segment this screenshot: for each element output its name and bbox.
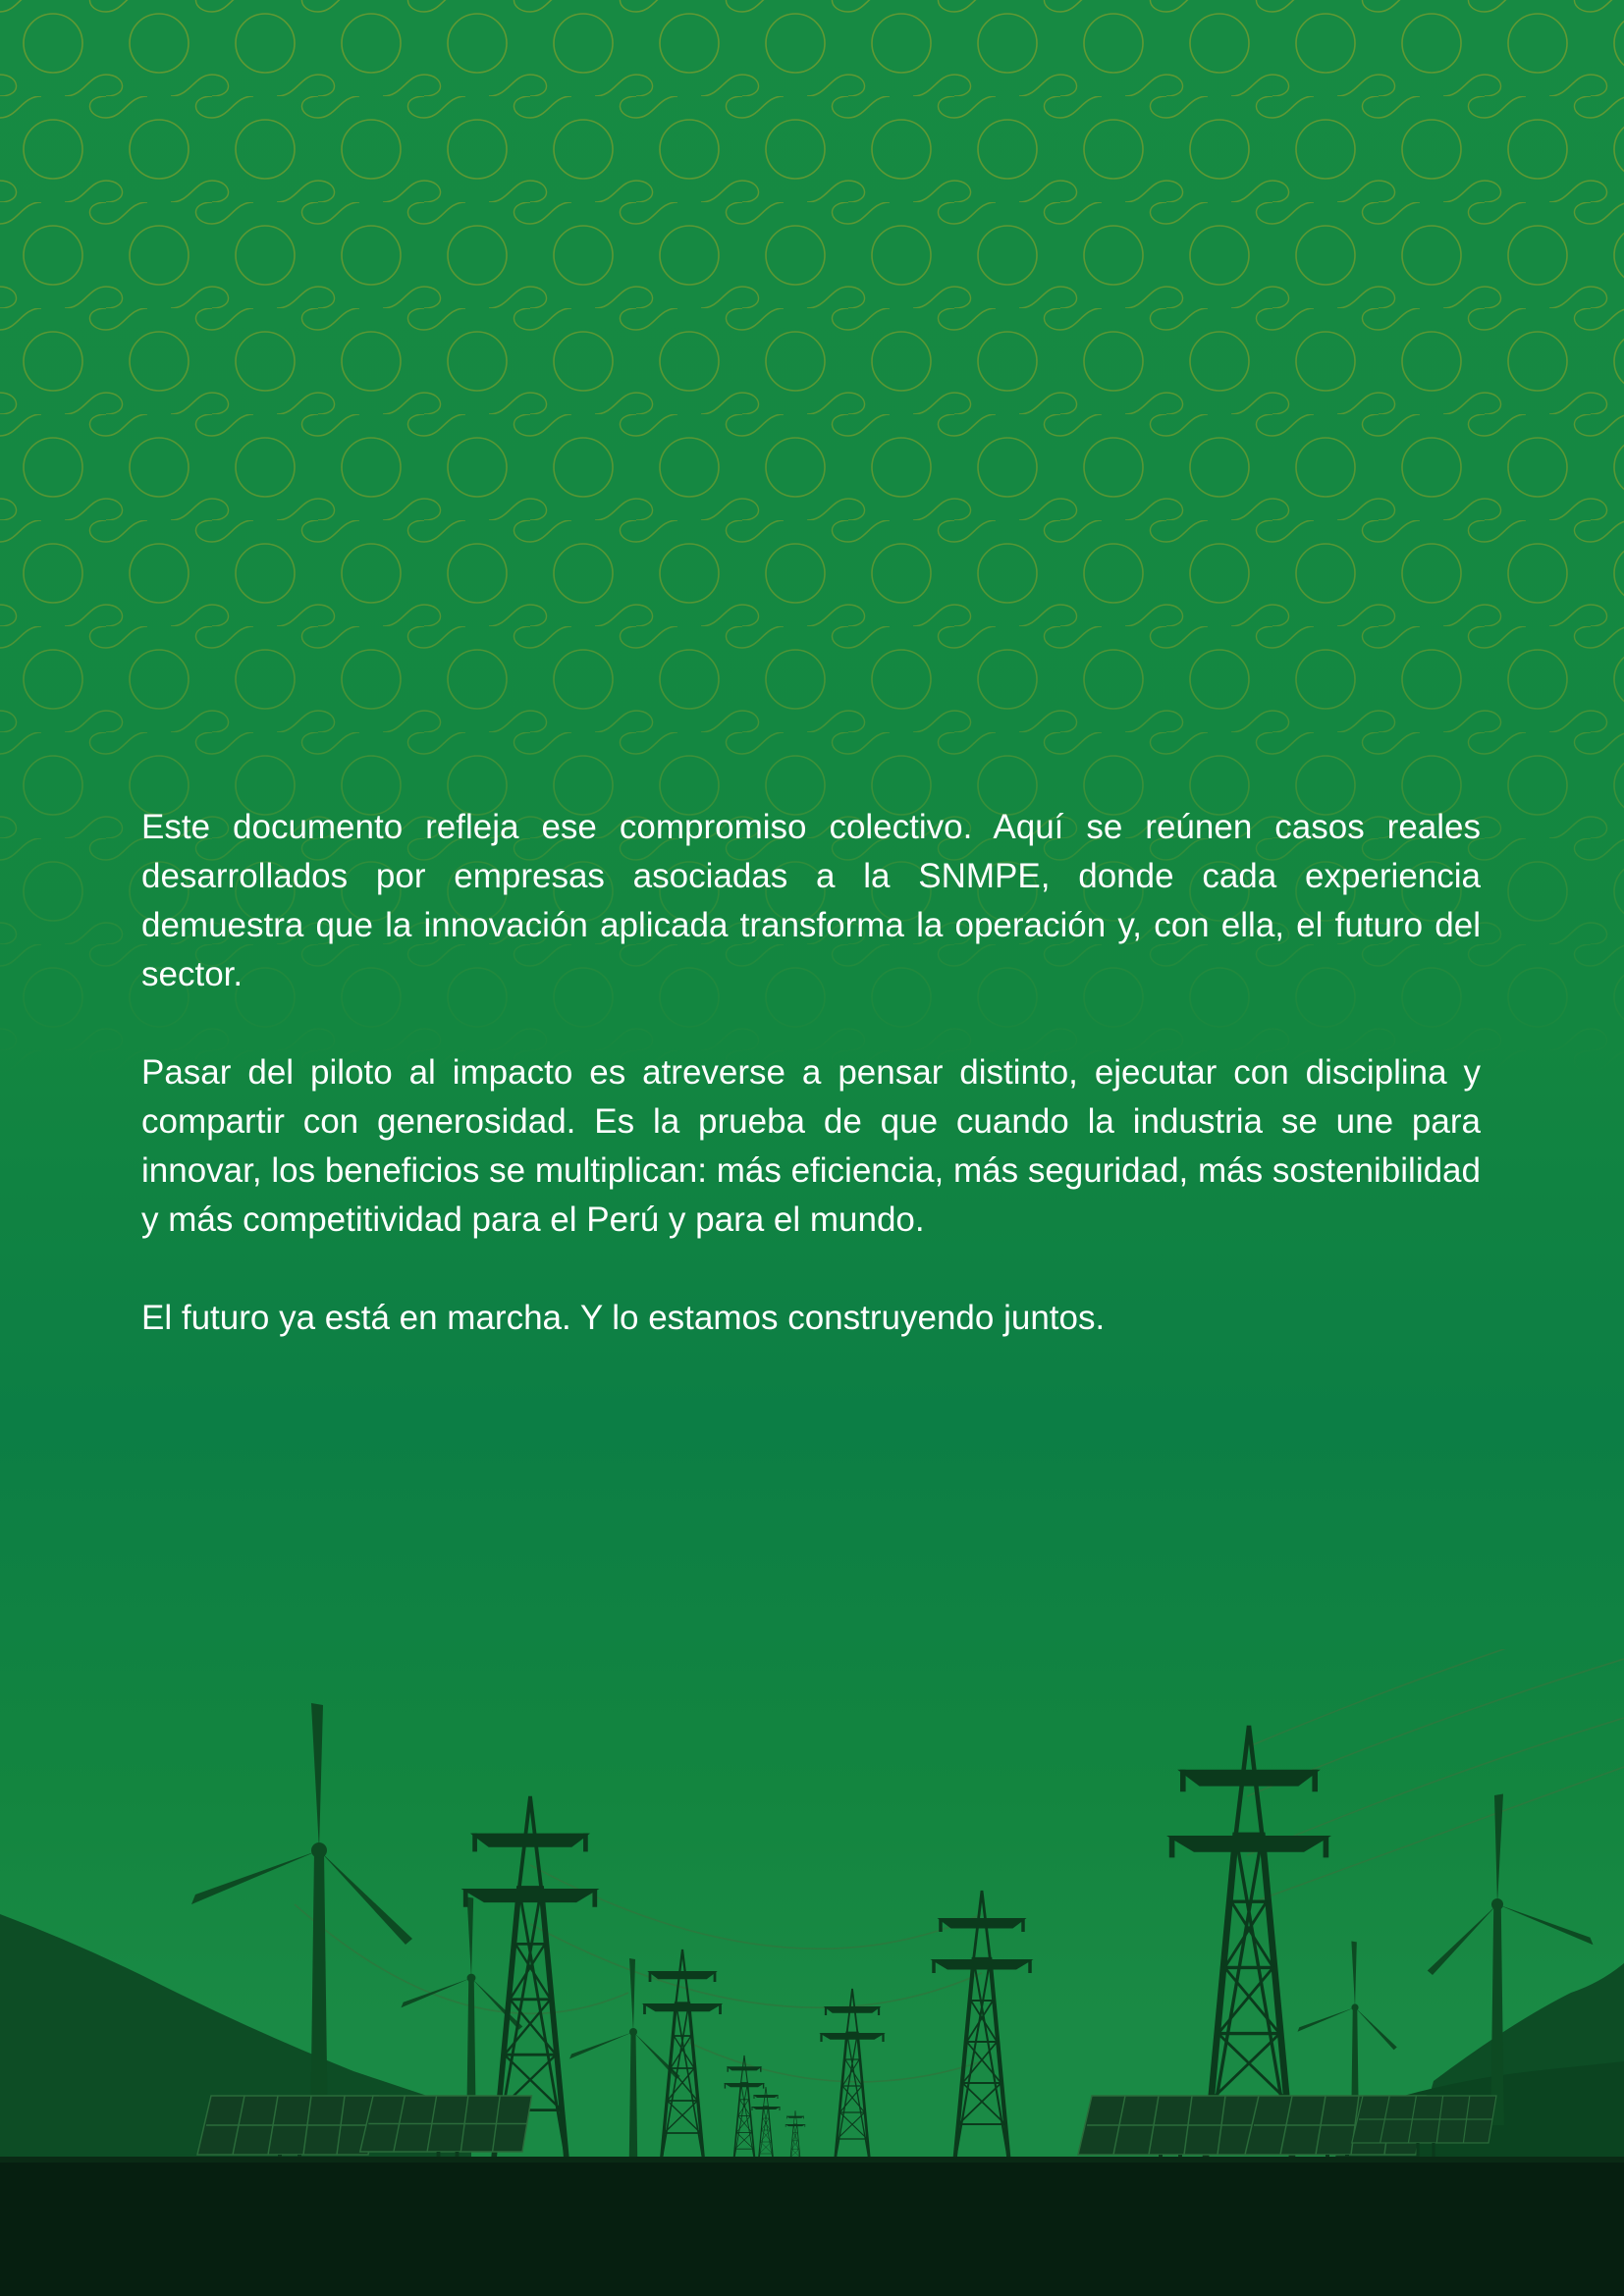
paragraph-1: Este documento refleja ese compromiso colectivo. Aquí se reúnen casos reales desarrollados por empresas asociadas a la SNMPE, donde cada experiencia demuestra que la innovación aplicada transforma la operación y, con ella, el futuro del sector. — [141, 808, 1481, 993]
paragraph-2: Pasar del piloto al impacto es atreverse a pensar distinto, ejecutar con disciplina y compartir con generosidad. Es la prueba de que cuando la industria se une para innovar, los beneficios se multiplican: más eficiencia, más seguridad, más sostenibilidad y más competitividad para el Perú y para el mundo. — [141, 1053, 1481, 1239]
paragraph-3: El futuro ya está en marcha. Y lo estamos construyendo juntos. — [141, 1299, 1106, 1337]
wind-turbines-power-lines-solar-panels-icon — [0, 1649, 1624, 2296]
body-text — [141, 803, 1481, 1392]
